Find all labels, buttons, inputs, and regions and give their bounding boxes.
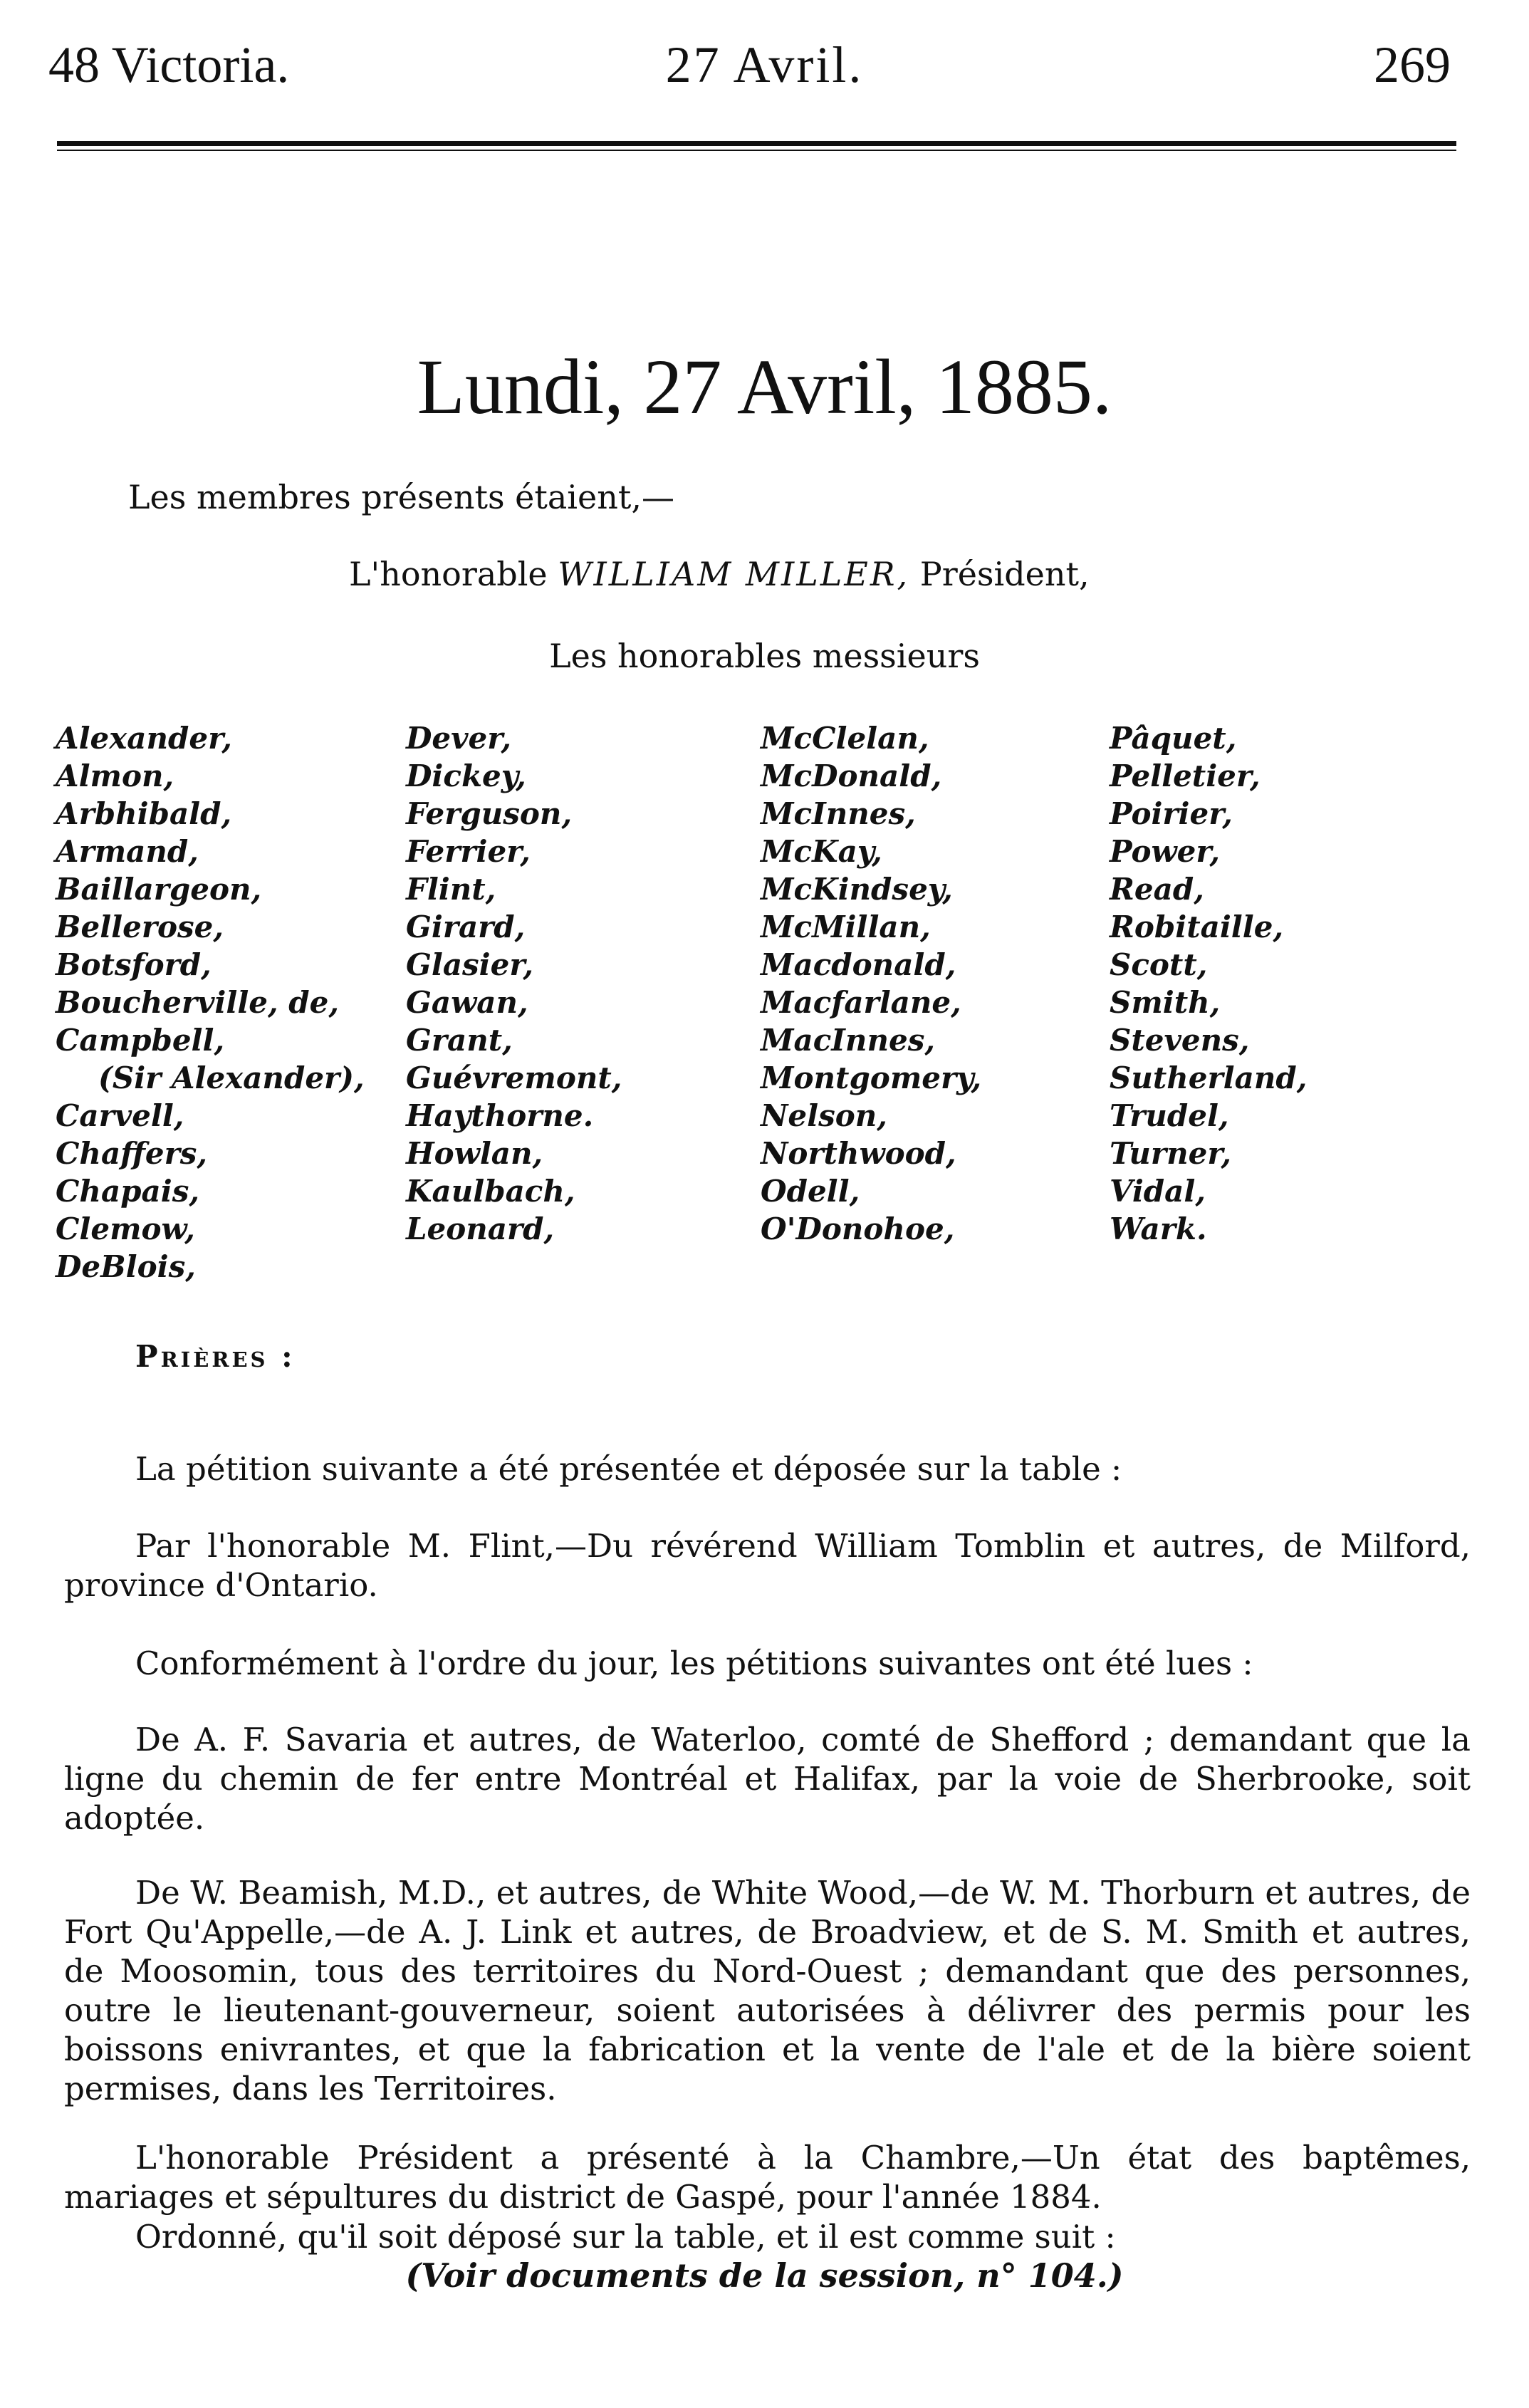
senator-name: Haythorne. — [406, 1098, 594, 1133]
senator-name: Clemow, — [56, 1211, 195, 1246]
senator-name: Sutherland, — [1110, 1060, 1308, 1095]
senator-name: Alexander, — [56, 721, 232, 756]
senator-name: McKay, — [761, 834, 882, 869]
senator-name: Power, — [1110, 834, 1221, 869]
senator-name: McMillan, — [761, 909, 931, 944]
senator-name: Flint, — [406, 872, 496, 907]
senator-name: Baillargeon, — [56, 872, 262, 907]
sessional-document-reference: (Voir documents de la session, n° 104.) — [405, 2256, 1124, 2295]
senator-name: Carvell, — [56, 1098, 184, 1133]
senator-name: Pelletier, — [1110, 759, 1261, 793]
president-return-paragraph: L'honorable Président a présenté à la Chambre,—Un état des baptêmes, mariages et sépultures du district de Gaspé, pour l'année 1884. — [64, 2139, 1471, 2216]
senator-name: Arbhibald, — [56, 796, 232, 831]
senator-name: Botsford, — [56, 947, 212, 982]
president-role: Président, — [919, 555, 1090, 593]
senator-name: Guévremont, — [406, 1060, 622, 1095]
petitions-read-paragraph: Conformément à l'ordre du jour, les pétitions suivantes ont été lues : — [135, 1645, 1253, 1682]
senator-name: Vidal, — [1110, 1174, 1206, 1209]
petition-presented-paragraph: La pétition suivante a été présentée et déposée sur la table : — [135, 1450, 1122, 1488]
senator-name: Howlan, — [406, 1136, 543, 1171]
senator-name: Montgomery, — [761, 1060, 982, 1095]
senators-column-3 — [761, 719, 981, 1248]
senator-name: Ferguson, — [406, 796, 573, 831]
senator-name: Armand, — [56, 834, 199, 869]
petition-flint-paragraph: Par l'honorable M. Flint,—Du révérend William Tomblin et autres, de Milford, province d'Ontario. — [64, 1527, 1471, 1604]
running-header-date: 27 Avril. — [665, 36, 864, 93]
header-rule-thin — [57, 150, 1456, 151]
senator-name: Read, — [1110, 872, 1204, 907]
senator-name: (Sir Alexander), — [98, 1060, 365, 1095]
senator-name: Chaffers, — [56, 1136, 208, 1171]
senator-name: Gawan, — [406, 985, 528, 1020]
senator-name: Girard, — [406, 909, 526, 944]
senator-name: Almon, — [56, 759, 174, 793]
senator-name: Wark. — [1110, 1211, 1207, 1246]
ordered-paragraph: Ordonné, qu'il soit déposé sur la table, et il est comme suit : — [135, 2218, 1116, 2256]
senator-name: Poirier, — [1110, 796, 1233, 831]
senator-name: Leonard, — [406, 1211, 555, 1246]
senator-name: Robitaille, — [1110, 909, 1284, 944]
senator-name: Odell, — [761, 1174, 860, 1209]
sitting-date-title: Lundi, 27 Avril, 1885. — [417, 343, 1112, 430]
senator-name: MacInnes, — [761, 1023, 935, 1058]
president-prefix: L'honorable — [349, 555, 548, 593]
senator-name: O'Donohoe, — [761, 1211, 955, 1246]
senator-name: Grant, — [406, 1023, 513, 1058]
senator-name: Macfarlane, — [761, 985, 961, 1020]
senator-name: Scott, — [1110, 947, 1208, 982]
header-rule — [57, 141, 1456, 146]
honorables-messieurs: Les honorables messieurs — [549, 637, 980, 675]
senator-name: Stevens, — [1110, 1023, 1250, 1058]
senator-name: DeBlois, — [56, 1249, 196, 1284]
senator-name: Ferrier, — [406, 834, 531, 869]
president-line — [349, 556, 1090, 593]
senators-column-1 — [56, 719, 365, 1286]
senator-name: Trudel, — [1110, 1098, 1229, 1133]
senator-name: Bellerose, — [56, 909, 224, 944]
senator-name: Turner, — [1110, 1136, 1232, 1171]
petition-savaria-paragraph: De A. F. Savaria et autres, de Waterloo, comté de Shefford ; demandant que la ligne du chemin de fer entre Montréal et Halifax, par la voie de Sherbrooke, soit adoptée. — [64, 1721, 1471, 1837]
senator-name: McInnes, — [761, 796, 916, 831]
senator-name: Dever, — [406, 721, 511, 756]
senator-name: Chapais, — [56, 1174, 199, 1209]
president-name: WILLIAM MILLER, — [558, 555, 910, 593]
senator-name: Dickey, — [406, 759, 526, 793]
senator-name: Campbell, — [56, 1023, 225, 1058]
senator-name: Macdonald, — [761, 947, 956, 982]
running-header-left: 48 Victoria. — [48, 36, 290, 93]
senator-name: McDonald, — [761, 759, 942, 793]
senator-name: McClelan, — [761, 721, 929, 756]
senator-name: Nelson, — [761, 1098, 887, 1133]
senator-name: Pâquet, — [1110, 721, 1237, 756]
senator-name: Smith, — [1110, 985, 1221, 1020]
senators-column-2 — [406, 719, 622, 1248]
senator-name: Boucherville, de, — [56, 985, 339, 1020]
members-present-intro: Les membres présents étaient,— — [128, 478, 674, 516]
page-number: 269 — [1374, 36, 1451, 93]
prieres-heading: Prières : — [135, 1339, 296, 1374]
senators-column-4 — [1110, 719, 1307, 1248]
petition-beamish-paragraph: De W. Beamish, M.D., et autres, de White Wood,—de W. M. Thorburn et autres, de Fort Qu'Appelle,—de A. J. Link et autres, de Broadview, et de S. M. Smith et autres, de Moosomin, tous des territoires du Nord-Ouest ; demandant que des personnes, outre le lieutenant-gouverneur, soient autorisées à délivrer des permis pour les boissons enivrantes, et que la fabrication et la vente de l'ale et de la bière soient permises, dans les Territoires. — [64, 1874, 1471, 2107]
senator-name: McKindsey, — [761, 872, 953, 907]
senator-name: Glasier, — [406, 947, 534, 982]
senator-name: Northwood, — [761, 1136, 956, 1171]
senator-name: Kaulbach, — [406, 1174, 575, 1209]
